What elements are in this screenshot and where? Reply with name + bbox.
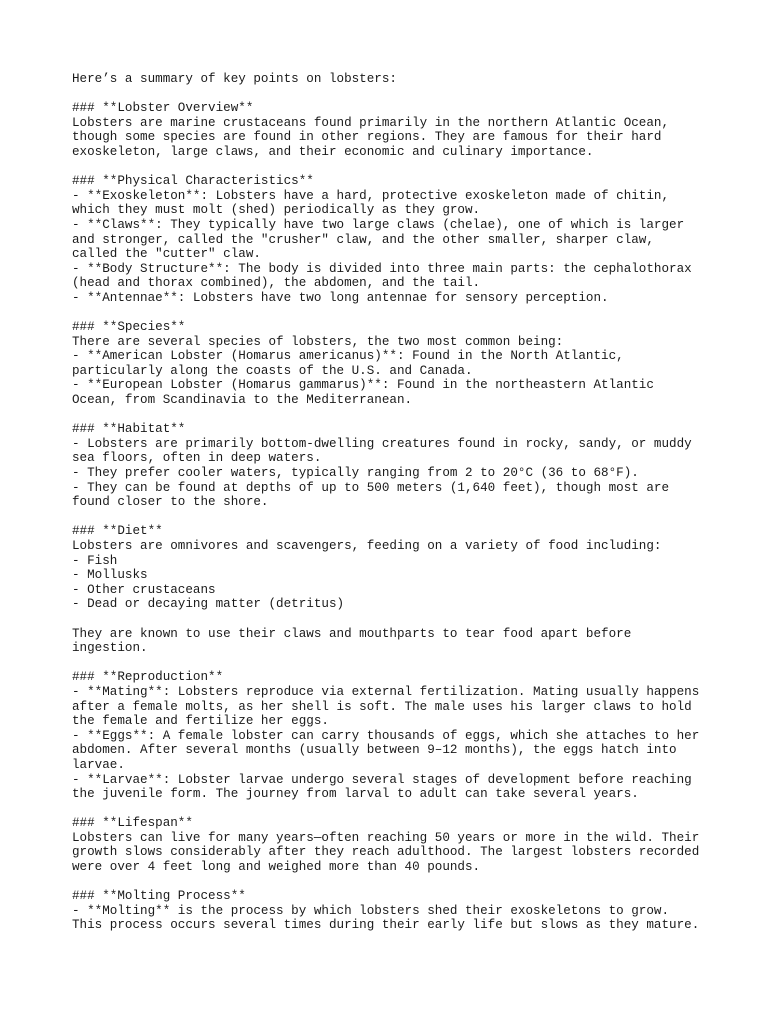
text-line: Ocean, from Scandinavia to the Mediterranean.	[72, 393, 413, 408]
section	[72, 889, 732, 933]
bullet-line: - They prefer cooler waters, typically ranging from 2 to 20°C (36 to 68°F).	[72, 466, 639, 481]
text-line: larvae.	[72, 757, 125, 772]
text-line: exoskeleton, large claws, and their economic and culinary importance.	[72, 144, 594, 159]
text-line: This process occurs several times during their early life but slows as they mature.	[72, 918, 700, 933]
text-line: Here’s a summary of key points on lobsters:	[72, 72, 397, 86]
section	[72, 422, 732, 510]
text-line: There are several species of lobsters, the two most common being:	[72, 334, 564, 349]
bullet-line: - **Molting** is the process by which lobsters shed their exoskeletons to grow.	[72, 903, 670, 918]
text-line: called the "cutter" claw.	[72, 247, 261, 262]
text-line: which they must molt (shed) periodically as they grow.	[72, 203, 481, 218]
text-line: and stronger, called the "crusher" claw, and the other smaller, sharper claw,	[72, 232, 654, 247]
bullet-line: - Other crustaceans	[72, 582, 216, 597]
document-body	[72, 72, 732, 948]
section	[72, 174, 732, 305]
paragraph	[72, 72, 732, 87]
text-line: (head and thorax combined), the abdomen, and the tail.	[72, 276, 481, 291]
bullet-line: - **European Lobster (Homarus gammarus)**: Found in the northeastern Atlantic	[72, 378, 654, 393]
text-line: though some species are found in other regions. They are famous for their hard	[72, 130, 662, 145]
text-line: abdomen. After several months (usually between 9–12 months), the eggs hatch into	[72, 743, 677, 758]
text-line: Lobsters can live for many years—often reaching 50 years or more in the wild. Their	[72, 830, 700, 845]
text-line: They are known to use their claws and mouthparts to tear food apart before	[72, 626, 632, 641]
bullet-line: - **Eggs**: A female lobster can carry thousands of eggs, which she attaches to her	[72, 728, 700, 743]
section-heading: ### **Reproduction**	[72, 670, 224, 685]
text-line: growth slows considerably after they reach adulthood. The largest lobsters recorded	[72, 845, 700, 860]
bullet-line: - Fish	[72, 553, 118, 568]
text-line: sea floors, often in deep waters.	[72, 451, 322, 466]
section	[72, 670, 732, 801]
section-heading: ### **Lobster Overview**	[72, 101, 254, 116]
bullet-line: - They can be found at depths of up to 500 meters (1,640 feet), though most are	[72, 480, 670, 495]
bullet-line: - **Mating**: Lobsters reproduce via external fertilization. Mating usually happens	[72, 684, 700, 699]
bullet-line: - Lobsters are primarily bottom-dwelling creatures found in rocky, sandy, or muddy	[72, 436, 692, 451]
section	[72, 101, 732, 159]
bullet-line: - Dead or decaying matter (detritus)	[72, 597, 345, 612]
section	[72, 816, 732, 874]
bullet-line: - **Body Structure**: The body is divided into three main parts: the cephalothorax	[72, 261, 692, 276]
section	[72, 524, 732, 612]
section-heading: ### **Molting Process**	[72, 889, 246, 904]
bullet-line: - **American Lobster (Homarus americanus)**: Found in the North Atlantic,	[72, 349, 624, 364]
bullet-line: - **Claws**: They typically have two large claws (chelae), one of which is larger	[72, 217, 685, 232]
text-line: found closer to the shore.	[72, 495, 269, 510]
bullet-line: - **Exoskeleton**: Lobsters have a hard, protective exoskeleton made of chitin,	[72, 188, 670, 203]
bullet-line: - **Antennae**: Lobsters have two long antennae for sensory perception.	[72, 290, 609, 305]
paragraph	[72, 627, 732, 656]
text-line: particularly along the coasts of the U.S. and Canada.	[72, 363, 473, 378]
section	[72, 320, 732, 408]
text-line: the juvenile form. The journey from larval to adult can take several years.	[72, 787, 639, 802]
text-line: after a female molts, as her shell is soft. The male uses his larger claws to hold	[72, 699, 692, 714]
bullet-line: - Mollusks	[72, 568, 148, 583]
section-heading: ### **Species**	[72, 320, 186, 335]
text-line: the female and fertilize her eggs.	[72, 714, 329, 729]
text-line: Lobsters are marine crustaceans found primarily in the northern Atlantic Ocean,	[72, 115, 670, 130]
section-heading: ### **Diet**	[72, 524, 163, 539]
text-line: ingestion.	[72, 641, 148, 656]
section-heading: ### **Physical Characteristics**	[72, 174, 314, 189]
text-line: Lobsters are omnivores and scavengers, feeding on a variety of food including:	[72, 539, 662, 553]
section-heading: ### **Lifespan**	[72, 816, 193, 831]
section-heading: ### **Habitat**	[72, 422, 186, 437]
bullet-line: - **Larvae**: Lobster larvae undergo several stages of development before reaching	[72, 772, 692, 787]
text-line: were over 4 feet long and weighed more than 40 pounds.	[72, 860, 481, 875]
